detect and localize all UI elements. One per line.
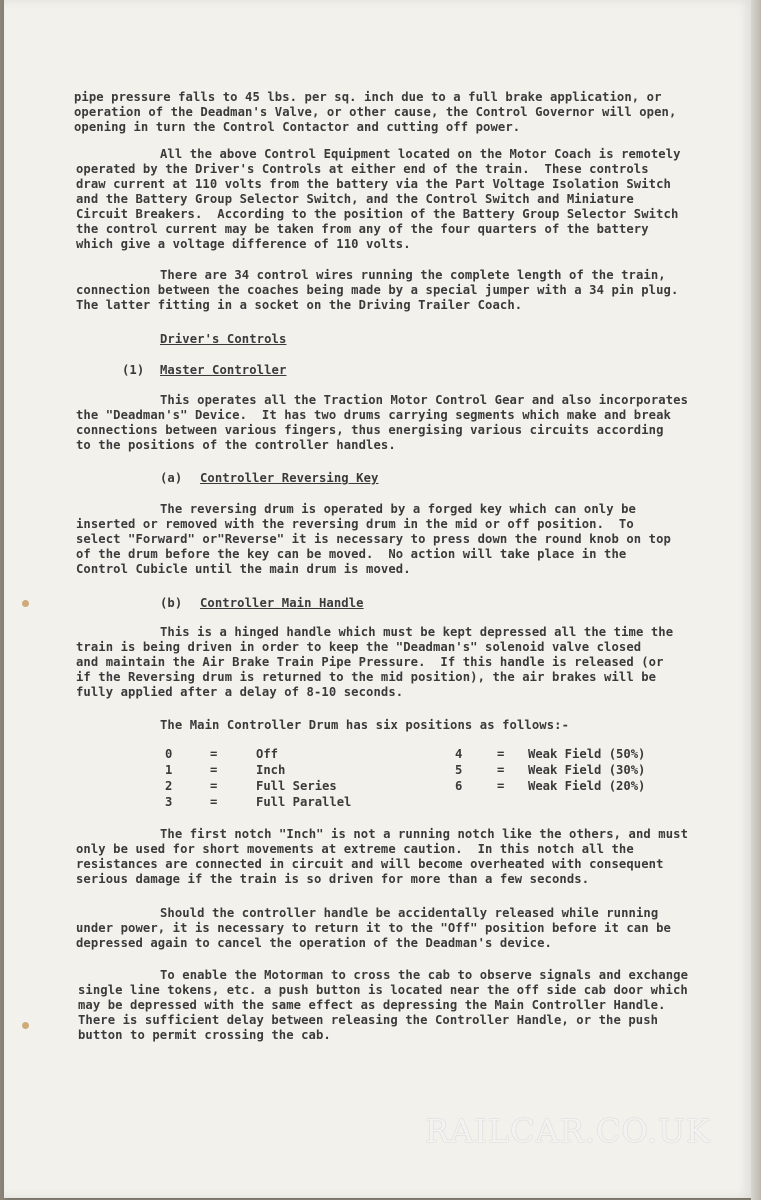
text-line: train is being driven in order to keep the "Deadman's" solenoid valve closed: [76, 640, 642, 654]
position-equals: =: [210, 747, 218, 761]
heading-master-controller: Master Controller: [160, 363, 287, 377]
text-line: operated by the Driver's Controls at either end of the train. These controls: [76, 162, 649, 176]
text-line: and maintain the Air Brake Train Pipe Pressure. If this handle is released (or: [76, 655, 664, 669]
position-equals: =: [497, 747, 505, 761]
text-line: connection between the coaches being made by a special jumper with a 34 pin plug.: [76, 283, 679, 297]
text-line: The reversing drum is operated by a forged key which can only be: [160, 502, 636, 516]
text-line: of the drum before the key can be moved. No action will take place in the: [76, 547, 627, 561]
watermark: RAILCAR.CO.UK: [425, 1112, 711, 1150]
text-line: the "Deadman's" Device. It has two drums carrying segments which make and break: [76, 408, 671, 422]
position-number: 0: [165, 747, 173, 761]
text-line: There is sufficient delay between releasing the Controller Handle, or the push: [78, 1013, 659, 1027]
text-line: the control current may be taken from any of the four quarters of the battery: [76, 222, 649, 236]
position-number: 4: [455, 747, 463, 761]
text-line: depressed again to cancel the operation of the Deadman's device.: [76, 936, 552, 950]
text-line: may be depressed with the same effect as depressing the Main Controller Handle.: [78, 998, 666, 1012]
position-equals: =: [497, 763, 505, 777]
text-line: To enable the Motorman to cross the cab to observe signals and exchange: [160, 968, 689, 982]
position-name: Full Series: [256, 779, 337, 793]
heading-number: (a): [160, 471, 183, 485]
text-line: Control Cubicle until the main drum is moved.: [76, 562, 411, 576]
position-name: Weak Field (50%): [528, 747, 646, 761]
heading-number: (1): [122, 363, 145, 377]
text-line: inserted or removed with the reversing drum in the mid or off position. To: [76, 517, 634, 531]
text-line: to the positions of the controller handles.: [76, 438, 396, 452]
position-name: Weak Field (30%): [528, 763, 646, 777]
position-number: 1: [165, 763, 173, 777]
text-line: under power, it is necessary to return it to the "Off" position before it can be: [76, 921, 671, 935]
text-line: single line tokens, etc. a push button is located near the off side cab door which: [78, 983, 688, 997]
heading-drivers-controls: Driver's Controls: [160, 332, 287, 346]
binder-hole-mark: [22, 600, 29, 607]
text-line: This operates all the Traction Motor Control Gear and also incorporates: [160, 393, 689, 407]
text-line: fully applied after a delay of 8-10 seconds.: [76, 685, 404, 699]
text-line: The first notch "Inch" is not a running notch like the others, and must: [160, 827, 689, 841]
position-equals: =: [210, 763, 218, 777]
heading-reversing-key: Controller Reversing Key: [200, 471, 379, 485]
position-number: 3: [165, 795, 173, 809]
position-equals: =: [210, 795, 218, 809]
text-line: which give a voltage difference of 110 volts.: [76, 237, 411, 251]
position-name: Off: [256, 747, 279, 761]
text-line: draw current at 110 volts from the battery via the Part Voltage Isolation Switch: [76, 177, 671, 191]
position-number: 6: [455, 779, 463, 793]
text-line: resistances are connected in circuit and will become overheated with consequent: [76, 857, 664, 871]
text-line: button to permit crossing the cab.: [78, 1028, 331, 1042]
text-line: if the Reversing drum is returned to the mid position), the air brakes will be: [76, 670, 657, 684]
text-line: select "Forward" or"Reverse" it is necessary to press down the round knob on top: [76, 532, 671, 546]
heading-main-handle: Controller Main Handle: [200, 596, 364, 610]
binder-hole-mark: [22, 1022, 29, 1029]
text-line: Should the controller handle be accidentally released while running: [160, 906, 659, 920]
page-stack-edge: [751, 0, 761, 1200]
text-line: opening in turn the Control Contactor and cutting off power.: [74, 120, 521, 134]
position-equals: =: [210, 779, 218, 793]
text-line: only be used for short movements at extreme caution. In this notch all the: [76, 842, 634, 856]
text-line: The latter fitting in a socket on the Driving Trailer Coach.: [76, 298, 523, 312]
position-number: 2: [165, 779, 173, 793]
text-line: pipe pressure falls to 45 lbs. per sq. inch due to a full brake application, or: [74, 90, 662, 104]
position-equals: =: [497, 779, 505, 793]
text-line: operation of the Deadman's Valve, or other cause, the Control Governor will open,: [74, 105, 677, 119]
heading-number: (b): [160, 596, 183, 610]
text-line: Circuit Breakers. According to the position of the Battery Group Selector Switch: [76, 207, 679, 221]
text-line: and the Battery Group Selector Switch, and the Control Switch and Miniature: [76, 192, 634, 206]
position-name: Weak Field (20%): [528, 779, 646, 793]
text-line: All the above Control Equipment located on the Motor Coach is remotely: [160, 147, 681, 161]
text-line: The Main Controller Drum has six positions as follows:-: [160, 718, 570, 732]
text-line: connections between various fingers, thus energising various circuits according: [76, 423, 664, 437]
text-line: serious damage if the train is so driven for more than a few seconds.: [76, 872, 590, 886]
text-line: This is a hinged handle which must be kept depressed all the time the: [160, 625, 674, 639]
position-number: 5: [455, 763, 463, 777]
position-name: Inch: [256, 763, 286, 777]
position-name: Full Parallel: [256, 795, 352, 809]
text-line: There are 34 control wires running the complete length of the train,: [160, 268, 666, 282]
